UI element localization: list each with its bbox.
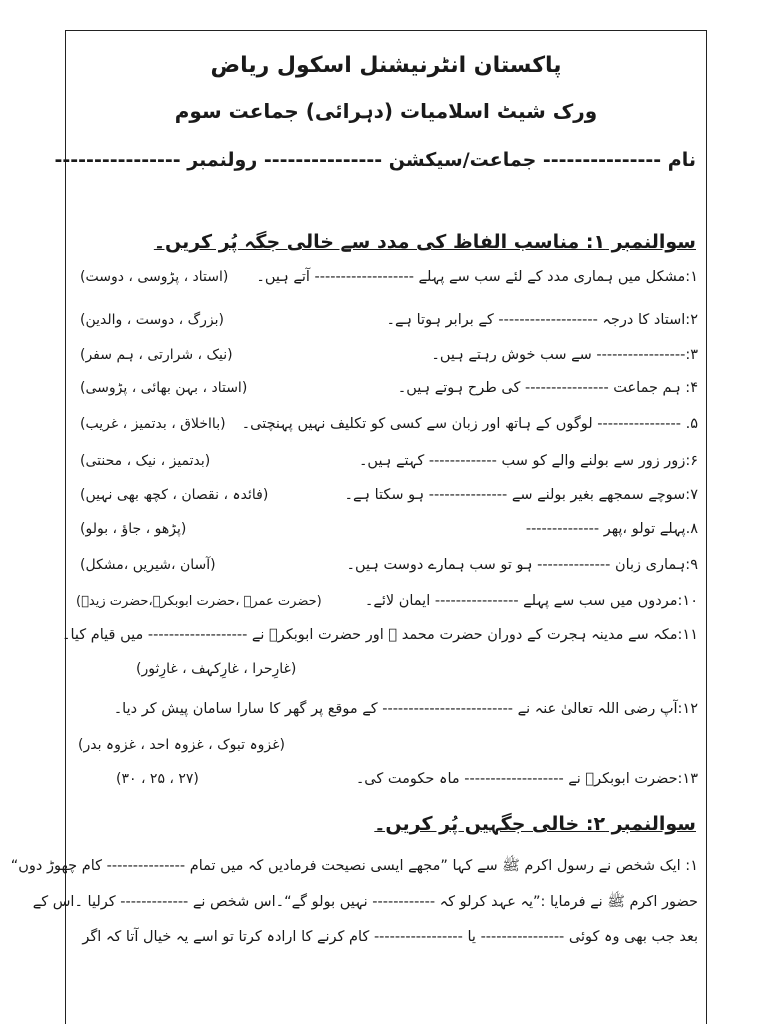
q1-item-2-options: (بزرگ ، دوست ، والدین) — [80, 312, 224, 328]
q1-item-9-options: (آسان ،شیریں ،مشکل) — [80, 557, 216, 573]
q1-item-7: ۷:سوچے سمجھے بغیر بولنے سے --------------- ہو سکتا ہے۔ — [344, 487, 698, 503]
question-1-heading-text: سوالنمبر ۱: مناسب الفاظ کی مدد سے خالی جگہ پُر کریں۔ — [153, 231, 696, 253]
q1-item-1-options: (استاد ، پڑوسی ، دوست) — [80, 269, 229, 285]
worksheet-page — [10, 30, 707, 1024]
q2-paragraph-line-2: حضور اکرم ﷺ نے فرمایا :”یہ عہد کرلو کہ ------------ نہیں بولو گے“۔اس شخص نے ------------- کرلیا ۔اس کے — [32, 894, 698, 910]
q1-item-10: ۱۰:مردوں میں سب سے پہلے ---------------- ایمان لائے۔ — [364, 593, 698, 609]
question-1-heading — [154, 231, 696, 253]
q1-item-5-options: (بااخلاق ، بدتمیز ، غریب) — [80, 416, 226, 432]
q1-item-5: ۵. ---------------- لوگوں کے ہاتھ اور زبان سے کسی کو تکلیف نہیں پہنچتی۔ — [241, 416, 698, 432]
q1-item-8: ۸.پہلے تولو ،پھر -------------- — [525, 521, 698, 537]
q1-item-6: ۶:زور زور سے بولنے والے کو سب ------------- کہتے ہیں۔ — [358, 453, 698, 469]
q1-item-4: ۴: ہم جماعت ---------------- کی طرح ہوتے ہیں۔ — [397, 380, 698, 396]
q1-item-11: ۱۱:مکہ سے مدینہ ہجرت کے دوران حضرت محمد ﷺ اور حضرت ابوبکرؓ نے ------------------- میں قیام کیا۔ — [61, 627, 698, 643]
q2-paragraph-line-1: ۱: ایک شخص نے رسول اکرم ﷺ سے کہا ”مجھے ایسی نصیحت فرمادیں کہ میں تمام --------------- کام چھوڑ دوں“ — [10, 858, 698, 874]
q1-item-11-options: (غارِحرا ، غارِکہف ، غارِثور) — [136, 661, 297, 677]
q1-item-1: ۱:مشکل میں ہماری مدد کے لئے سب سے پہلے ------------------- آتے ہیں۔ — [256, 269, 698, 285]
q1-item-12-options: (غزوہ تبوک ، غزوہ احد ، غزوہ بدر) — [78, 737, 285, 753]
q1-item-13: ۱۳:حضرت ابوبکرؓ نے ------------------- ماہ حکومت کی۔ — [355, 771, 698, 787]
q1-item-3: ۳:----------------- سے سب خوش رہتے ہیں۔ — [431, 347, 698, 363]
q1-item-9: ۹:ہماری زبان -------------- ہو تو سب ہمارے دوست ہیں۔ — [346, 557, 698, 573]
q1-item-6-options: (بدتمیز ، نیک ، محنتی) — [80, 453, 211, 469]
q1-item-7-options: (فائدہ ، نقصان ، کچھ بھی نہیں) — [80, 487, 269, 503]
q2-paragraph-line-3: بعد جب بھی وہ کوئی ---------------- یا ----------------- کام کرنے کا ارادہ کرتا تو اسے یہ خیال آتا کہ اگر — [82, 929, 698, 945]
question-2-heading-text: سوالنمبر ۲: خالی جگہیں پُر کریں۔ — [374, 813, 696, 835]
q1-item-4-options: (استاد ، بہن بھائی ، پڑوسی) — [80, 380, 248, 396]
q1-item-10-options: (حضرت عمرؓ ،حضرت ابوبکرؓ،حضرت زیدؓ) — [76, 594, 322, 609]
question-2-heading — [374, 813, 696, 835]
school-title: پاکستان انٹرنیشنل اسکول ریاض — [210, 53, 562, 78]
q1-item-12: ۱۲:آپ رضی اللہ تعالیٰ عنہ نے ------------------------- کے موقع پر گھر کا سارا سامان پیش کر دیا۔ — [113, 701, 698, 717]
worksheet-title: ورک شیٹ اسلامیات (دہرائی) جماعت سوم — [174, 99, 598, 123]
q1-item-2: ۲:استاد کا درجہ ------------------- کے برابر ہوتا ہے۔ — [386, 312, 698, 328]
q1-item-8-options: (پڑھو ، جاؤ ، بولو) — [80, 521, 187, 537]
student-fields-row: نام --------------- جماعت/سیکشن --------------- رولنمبر ---------------- — [54, 149, 696, 171]
q1-item-3-options: (نیک ، شرارتی ، ہم سفر) — [80, 347, 233, 363]
q1-item-13-options: (۳۰ ، ۲۵ ، ۲۷) — [116, 771, 199, 787]
